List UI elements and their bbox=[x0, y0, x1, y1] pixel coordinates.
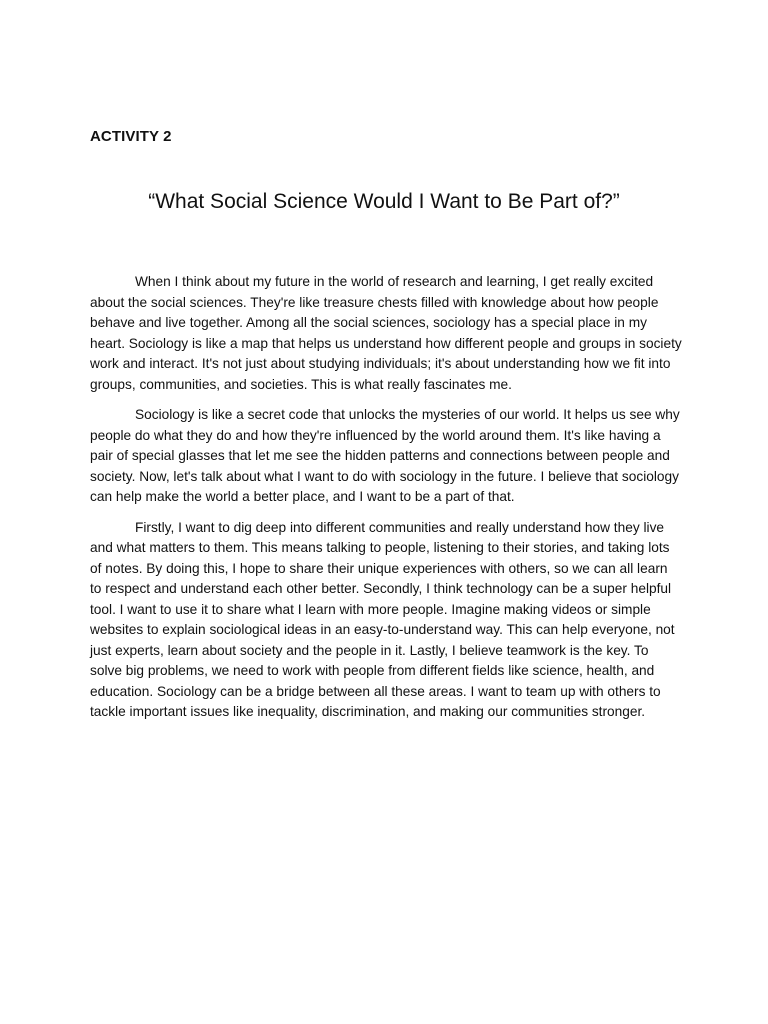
essay-body bbox=[90, 272, 682, 733]
activity-label: ACTIVITY 2 bbox=[90, 128, 172, 145]
paragraph-2: Sociology is like a secret code that unlocks the mysteries of our world. It helps us see why people do what they do and how they're influenced by the world around them. It's like having a pair of special glasses that let me see the hidden patterns and connections between people and society. Now, let's talk about what I want to do with sociology in the future. I believe that sociology can help make the world a better place, and I want to be a part of that. bbox=[90, 407, 680, 504]
paragraph-3: Firstly, I want to dig deep into different communities and really understand how they live and what matters to them. This means talking to people, listening to their stories, and taking lots of notes. By doing this, I hope to share their unique experiences with others, so we can all learn to respect and understand each other better. Secondly, I think technology can be a super helpful tool. I want to use it to share what I learn with more people. Imagine making videos or simple websites to explain sociological ideas in an easy-to-understand way. This can help everyone, not just experts, learn about society and the people in it. Lastly, I believe teamwork is the key. To solve big problems, we need to work with people from different fields like science, health, and education. Sociology can be a bridge between all these areas. I want to team up with others to tackle important issues like inequality, discrimination, and making our communities stronger. bbox=[90, 519, 675, 719]
document-title: “What Social Science Would I Want to Be Part of?” bbox=[148, 190, 620, 213]
paragraph-1: When I think about my future in the world of research and learning, I get really excited about the social sciences. They're like treasure chests filled with knowledge about how people behave and live together. Among all the social sciences, sociology has a special place in my heart. Sociology is like a map that helps us understand how different people and groups in society work and interact. It's not just about studying individuals; it's about understanding how we fit into groups, communities, and societies. This is what really fascinates me. bbox=[90, 274, 682, 392]
